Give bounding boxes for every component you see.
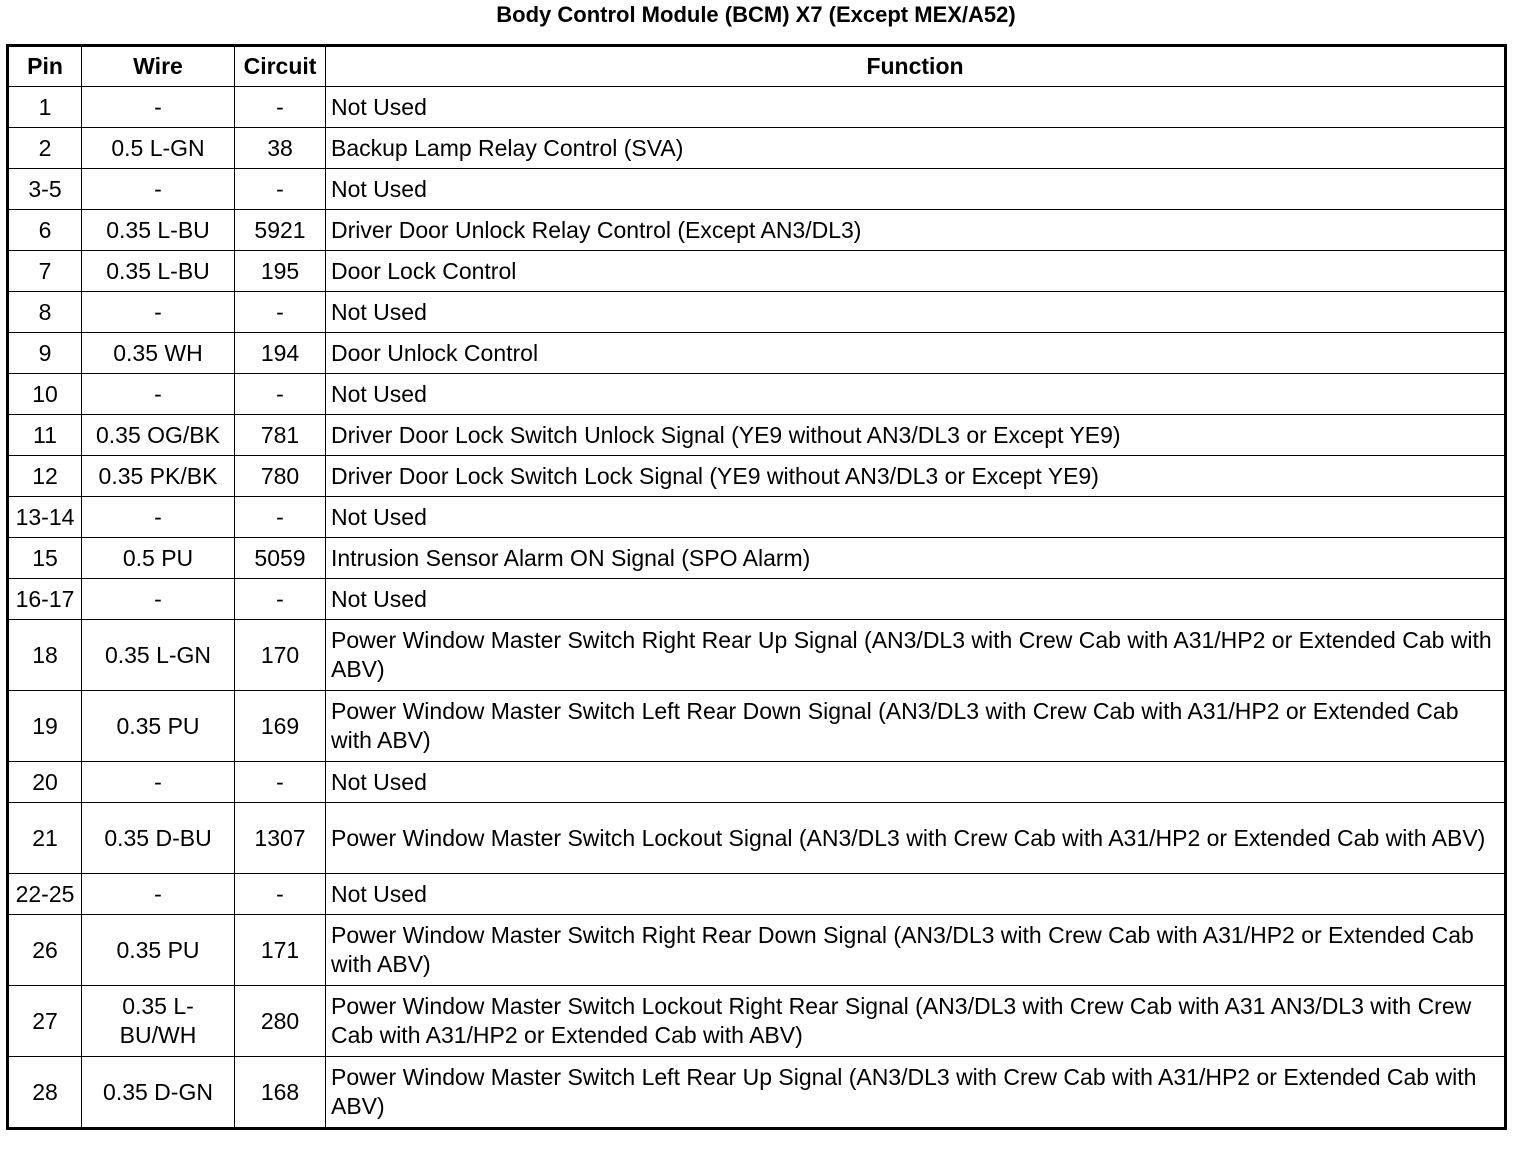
circuit-cell: 194 xyxy=(235,333,326,374)
table-row xyxy=(8,620,1506,691)
wire-cell: - xyxy=(82,374,235,415)
pin-cell: 27 xyxy=(8,986,82,1057)
header-wire: Wire xyxy=(82,46,235,87)
table-row xyxy=(8,333,1506,374)
function-cell: Power Window Master Switch Lockout Signal (AN3/DL3 with Crew Cab with A31/HP2 or Extended Cab with ABV) xyxy=(326,803,1506,874)
wire-cell: 0.35 PK/BK xyxy=(82,456,235,497)
wire-cell: 0.35 L-BU xyxy=(82,210,235,251)
circuit-cell: - xyxy=(235,87,326,128)
function-cell: Driver Door Lock Switch Lock Signal (YE9 without AN3/DL3 or Except YE9) xyxy=(326,456,1506,497)
circuit-cell: 169 xyxy=(235,691,326,762)
circuit-cell: - xyxy=(235,292,326,333)
wire-cell: 0.35 OG/BK xyxy=(82,415,235,456)
wire-cell: 0.35 WH xyxy=(82,333,235,374)
table-row xyxy=(8,292,1506,333)
document-title: Body Control Module (BCM) X7 (Except MEX/A52) xyxy=(496,2,1016,27)
table-row xyxy=(8,210,1506,251)
function-cell: Power Window Master Switch Lockout Right Rear Signal (AN3/DL3 with Crew Cab with A31 AN3/DL3 with Crew Cab with A31/HP2 or Extended Cab with ABV) xyxy=(326,986,1506,1057)
pin-cell: 1 xyxy=(8,87,82,128)
wire-cell: 0.35 PU xyxy=(82,915,235,986)
table-row xyxy=(8,986,1506,1057)
wire-cell: - xyxy=(82,762,235,803)
function-cell: Backup Lamp Relay Control (SVA) xyxy=(326,128,1506,169)
table-row xyxy=(8,169,1506,210)
pin-cell: 10 xyxy=(8,374,82,415)
pin-cell: 11 xyxy=(8,415,82,456)
circuit-cell: 5921 xyxy=(235,210,326,251)
function-cell: Power Window Master Switch Left Rear Up Signal (AN3/DL3 with Crew Cab with A31/HP2 or Extended Cab with ABV) xyxy=(326,1057,1506,1129)
wire-cell: 0.35 D-BU xyxy=(82,803,235,874)
table-row xyxy=(8,579,1506,620)
wire-cell: - xyxy=(82,87,235,128)
function-cell: Not Used xyxy=(326,87,1506,128)
table-row xyxy=(8,803,1506,874)
pin-cell: 20 xyxy=(8,762,82,803)
wire-cell: 0.35 L-BU xyxy=(82,251,235,292)
function-cell: Not Used xyxy=(326,169,1506,210)
circuit-cell: - xyxy=(235,497,326,538)
pin-cell: 18 xyxy=(8,620,82,691)
table-row xyxy=(8,691,1506,762)
function-cell: Not Used xyxy=(326,374,1506,415)
circuit-cell: 781 xyxy=(235,415,326,456)
wire-cell: - xyxy=(82,497,235,538)
function-cell: Power Window Master Switch Left Rear Down Signal (AN3/DL3 with Crew Cab with A31/HP2 or Extended Cab with ABV) xyxy=(326,691,1506,762)
circuit-cell: 38 xyxy=(235,128,326,169)
wire-cell: 0.35 D-GN xyxy=(82,1057,235,1129)
function-cell: Not Used xyxy=(326,497,1506,538)
circuit-cell: 1307 xyxy=(235,803,326,874)
function-cell: Intrusion Sensor Alarm ON Signal (SPO Alarm) xyxy=(326,538,1506,579)
function-cell: Not Used xyxy=(326,579,1506,620)
pin-cell: 21 xyxy=(8,803,82,874)
function-cell: Not Used xyxy=(326,292,1506,333)
wire-cell: 0.5 PU xyxy=(82,538,235,579)
circuit-cell: 280 xyxy=(235,986,326,1057)
circuit-cell: - xyxy=(235,169,326,210)
header-pin: Pin xyxy=(8,46,82,87)
table-row xyxy=(8,1057,1506,1129)
function-cell: Not Used xyxy=(326,874,1506,915)
circuit-cell: - xyxy=(235,579,326,620)
wire-cell: - xyxy=(82,169,235,210)
function-cell: Door Lock Control xyxy=(326,251,1506,292)
table-row xyxy=(8,762,1506,803)
pin-cell: 12 xyxy=(8,456,82,497)
table-row xyxy=(8,415,1506,456)
table-row xyxy=(8,538,1506,579)
circuit-cell: 5059 xyxy=(235,538,326,579)
pin-cell: 16-17 xyxy=(8,579,82,620)
pin-cell: 26 xyxy=(8,915,82,986)
pin-cell: 2 xyxy=(8,128,82,169)
table-row xyxy=(8,87,1506,128)
pin-cell: 6 xyxy=(8,210,82,251)
circuit-cell: 171 xyxy=(235,915,326,986)
header-circuit: Circuit xyxy=(235,46,326,87)
function-cell: Not Used xyxy=(326,762,1506,803)
circuit-cell: 170 xyxy=(235,620,326,691)
wire-cell: - xyxy=(82,579,235,620)
pin-cell: 13-14 xyxy=(8,497,82,538)
function-cell: Power Window Master Switch Right Rear Up Signal (AN3/DL3 with Crew Cab with A31/HP2 or Extended Cab with ABV) xyxy=(326,620,1506,691)
pin-cell: 15 xyxy=(8,538,82,579)
table-row xyxy=(8,374,1506,415)
circuit-cell: - xyxy=(235,374,326,415)
wire-cell: - xyxy=(82,874,235,915)
pin-cell: 19 xyxy=(8,691,82,762)
header-function: Function xyxy=(326,46,1506,87)
table-row xyxy=(8,497,1506,538)
function-cell: Door Unlock Control xyxy=(326,333,1506,374)
wire-cell: 0.5 L-GN xyxy=(82,128,235,169)
wire-cell: 0.35 PU xyxy=(82,691,235,762)
connector-pin-table xyxy=(6,44,1507,1130)
wire-cell: - xyxy=(82,292,235,333)
table-header-row xyxy=(8,46,1506,87)
table-row xyxy=(8,128,1506,169)
table-row xyxy=(8,915,1506,986)
function-cell: Driver Door Lock Switch Unlock Signal (YE9 without AN3/DL3 or Except YE9) xyxy=(326,415,1506,456)
function-cell: Driver Door Unlock Relay Control (Except AN3/DL3) xyxy=(326,210,1506,251)
pin-cell: 28 xyxy=(8,1057,82,1129)
circuit-cell: - xyxy=(235,874,326,915)
pin-cell: 8 xyxy=(8,292,82,333)
circuit-cell: 168 xyxy=(235,1057,326,1129)
table-row xyxy=(8,251,1506,292)
table-row xyxy=(8,456,1506,497)
wire-cell: 0.35 L-GN xyxy=(82,620,235,691)
function-cell: Power Window Master Switch Right Rear Down Signal (AN3/DL3 with Crew Cab with A31/HP2 or Extended Cab with ABV) xyxy=(326,915,1506,986)
pin-cell: 9 xyxy=(8,333,82,374)
circuit-cell: - xyxy=(235,762,326,803)
wire-cell: 0.35 L-BU/WH xyxy=(82,986,235,1057)
pin-cell: 22-25 xyxy=(8,874,82,915)
pin-cell: 3-5 xyxy=(8,169,82,210)
circuit-cell: 780 xyxy=(235,456,326,497)
pin-cell: 7 xyxy=(8,251,82,292)
circuit-cell: 195 xyxy=(235,251,326,292)
table-row xyxy=(8,874,1506,915)
